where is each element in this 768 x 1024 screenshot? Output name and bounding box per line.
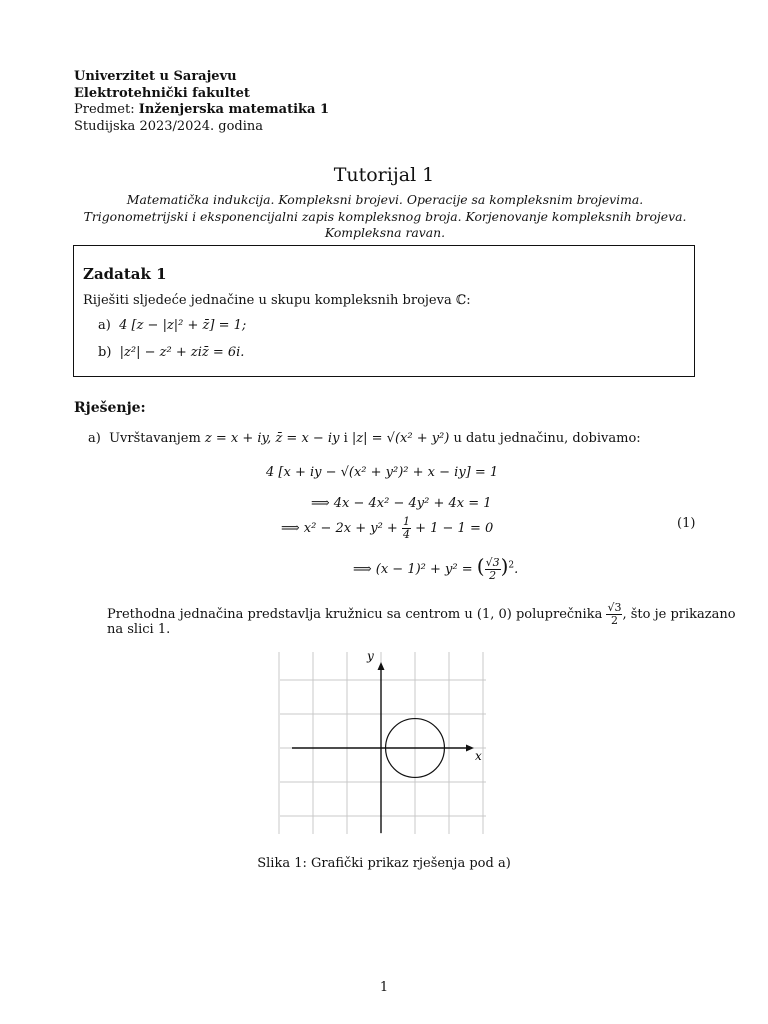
circle-figure [278, 648, 490, 840]
document-title: Tutorijal 1 [333, 164, 435, 186]
fraction-denominator: 2 [610, 614, 618, 627]
faculty-name: Elektrotehnički fakultet [74, 85, 250, 101]
fraction-numerator: √3 [485, 556, 500, 569]
academic-year: Studijska 2023/2024. godina [74, 118, 264, 134]
solution-title: Rješenje: [74, 400, 146, 416]
task-item-a [98, 318, 246, 333]
task-title: Zadatak 1 [83, 265, 167, 283]
equation-line-2: ⟹ 4x − 4x² − 4y² + 4x = 1 [311, 496, 492, 511]
equation-line-4 [353, 554, 518, 582]
paren-close: ) [500, 554, 509, 578]
fraction [485, 557, 501, 582]
paren-open: ( [476, 554, 485, 578]
equation-line-1: 4 [x + iy − √(x² + y²)² + x − iy] = 1 [266, 465, 499, 480]
x-axis-arrow [466, 745, 474, 752]
intro-text: Uvrštavanjem [109, 431, 205, 446]
task-item-equation: |z²| − z² + ziz̄ = 6i. [119, 345, 245, 360]
eq-part: ⟹ x² − 2x + y² + [281, 521, 402, 536]
solution-paragraph-line-1 [107, 602, 736, 627]
part-label: a) [88, 431, 101, 446]
para-text: , što je prikazano [622, 607, 736, 622]
fraction-denominator: 2 [489, 569, 497, 582]
solution-part-a-intro [88, 431, 641, 446]
subject-label: Predmet: [74, 102, 139, 117]
university-name: Univerzitet u Sarajevu [74, 69, 237, 84]
substitution-formula: z = x + iy, z̄ = x − iy [204, 431, 340, 446]
fraction-numerator: 1 [402, 515, 410, 528]
eq-part: ⟹ (x − 1)² + y² = [353, 562, 477, 577]
eq-part: + 1 − 1 = 0 [410, 521, 494, 536]
intro-text: u datu jednačinu, dobivamo: [449, 431, 641, 446]
equation-line-3 [281, 516, 493, 541]
task-item-label: a) [98, 318, 111, 333]
subject-name: Inženjerska matematika 1 [138, 102, 330, 117]
x-axis-label: x [475, 749, 482, 763]
figure-grid [279, 652, 486, 834]
y-axis-label: y [367, 649, 374, 663]
fraction-numerator: √3 [607, 601, 622, 614]
page-number: 1 [379, 980, 389, 995]
modulus-formula: |z| = √(x² + y²) [351, 431, 450, 446]
figure-caption: Slika 1: Grafički prikaz rješenja pod a) [257, 856, 511, 871]
topics-abstract: Matematička indukcija. Kompleksni brojevi. Operacije sa kompleksnim brojevima. Trigonometrijski i eksponencijalni zapis kompleksnog broja. Korjenovanje kompleksnih brojeva. Kompleksna ravan. [83, 192, 687, 240]
task-intro: Riješiti sljedeće jednačine u skupu kompleksnih brojeva ℂ: [83, 293, 471, 308]
para-text: Prethodna jednačina predstavlja kružnicu sa centrom u (1, 0) poluprečnika [107, 607, 607, 622]
exponent: 2 [508, 560, 515, 571]
subject-line [74, 102, 329, 119]
intro-text: i [339, 431, 352, 446]
solution-paragraph-line-2: na slici 1. [107, 622, 171, 637]
fraction-denominator: 4 [402, 528, 410, 541]
task-item-b [98, 345, 244, 360]
document-header [74, 69, 329, 135]
fraction [402, 516, 411, 541]
eq-part: . [514, 562, 519, 577]
y-axis-arrow [378, 662, 385, 670]
task-item-equation: 4 [z − |z|² + z̄] = 1; [119, 318, 247, 333]
task-item-label: b) [98, 345, 112, 360]
equation-number: (1) [677, 516, 696, 531]
fraction [606, 602, 622, 627]
task-box [73, 245, 695, 377]
